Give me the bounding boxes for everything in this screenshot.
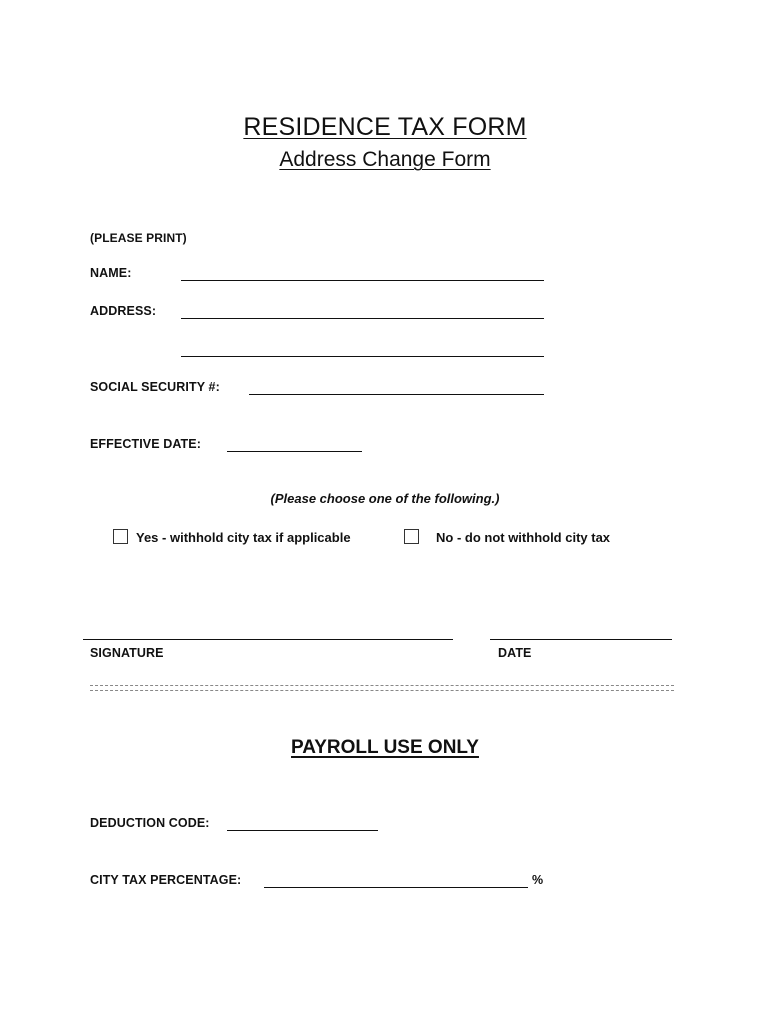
effective-date-field[interactable]: [227, 433, 362, 452]
deduction-code-field[interactable]: [227, 812, 378, 831]
address-field-line-2[interactable]: [181, 338, 544, 357]
withhold-yes-checkbox[interactable]: [113, 529, 128, 544]
signature-field[interactable]: [83, 621, 453, 640]
city-tax-percentage-label: CITY TAX PERCENTAGE:: [90, 873, 242, 887]
effective-date-label: EFFECTIVE DATE:: [90, 437, 201, 451]
print-instruction: (PLEASE PRINT): [90, 231, 187, 245]
city-tax-percentage-field[interactable]: [264, 869, 528, 888]
name-label: NAME:: [90, 266, 132, 280]
signature-date-field[interactable]: [490, 621, 672, 640]
name-field[interactable]: [181, 262, 544, 281]
date-label: DATE: [498, 646, 532, 660]
signature-label: SIGNATURE: [90, 646, 164, 660]
ssn-field[interactable]: [249, 376, 544, 395]
withhold-no-checkbox[interactable]: [404, 529, 419, 544]
payroll-section-title: PAYROLL USE ONLY: [291, 737, 479, 758]
ssn-label: SOCIAL SECURITY #:: [90, 380, 220, 394]
withhold-no-label: No - do not withhold city tax: [436, 530, 611, 545]
form-subtitle: Address Change Form: [279, 148, 491, 171]
percent-sign: %: [532, 873, 544, 887]
section-divider: [90, 685, 674, 691]
form-title: RESIDENCE TAX FORM: [243, 113, 527, 141]
choose-instruction: (Please choose one of the following.): [270, 491, 500, 506]
address-label: ADDRESS:: [90, 304, 157, 318]
withhold-yes-label: Yes - withhold city tax if applicable: [136, 530, 351, 545]
address-field-line-1[interactable]: [181, 300, 544, 319]
deduction-code-label: DEDUCTION CODE:: [90, 816, 210, 830]
